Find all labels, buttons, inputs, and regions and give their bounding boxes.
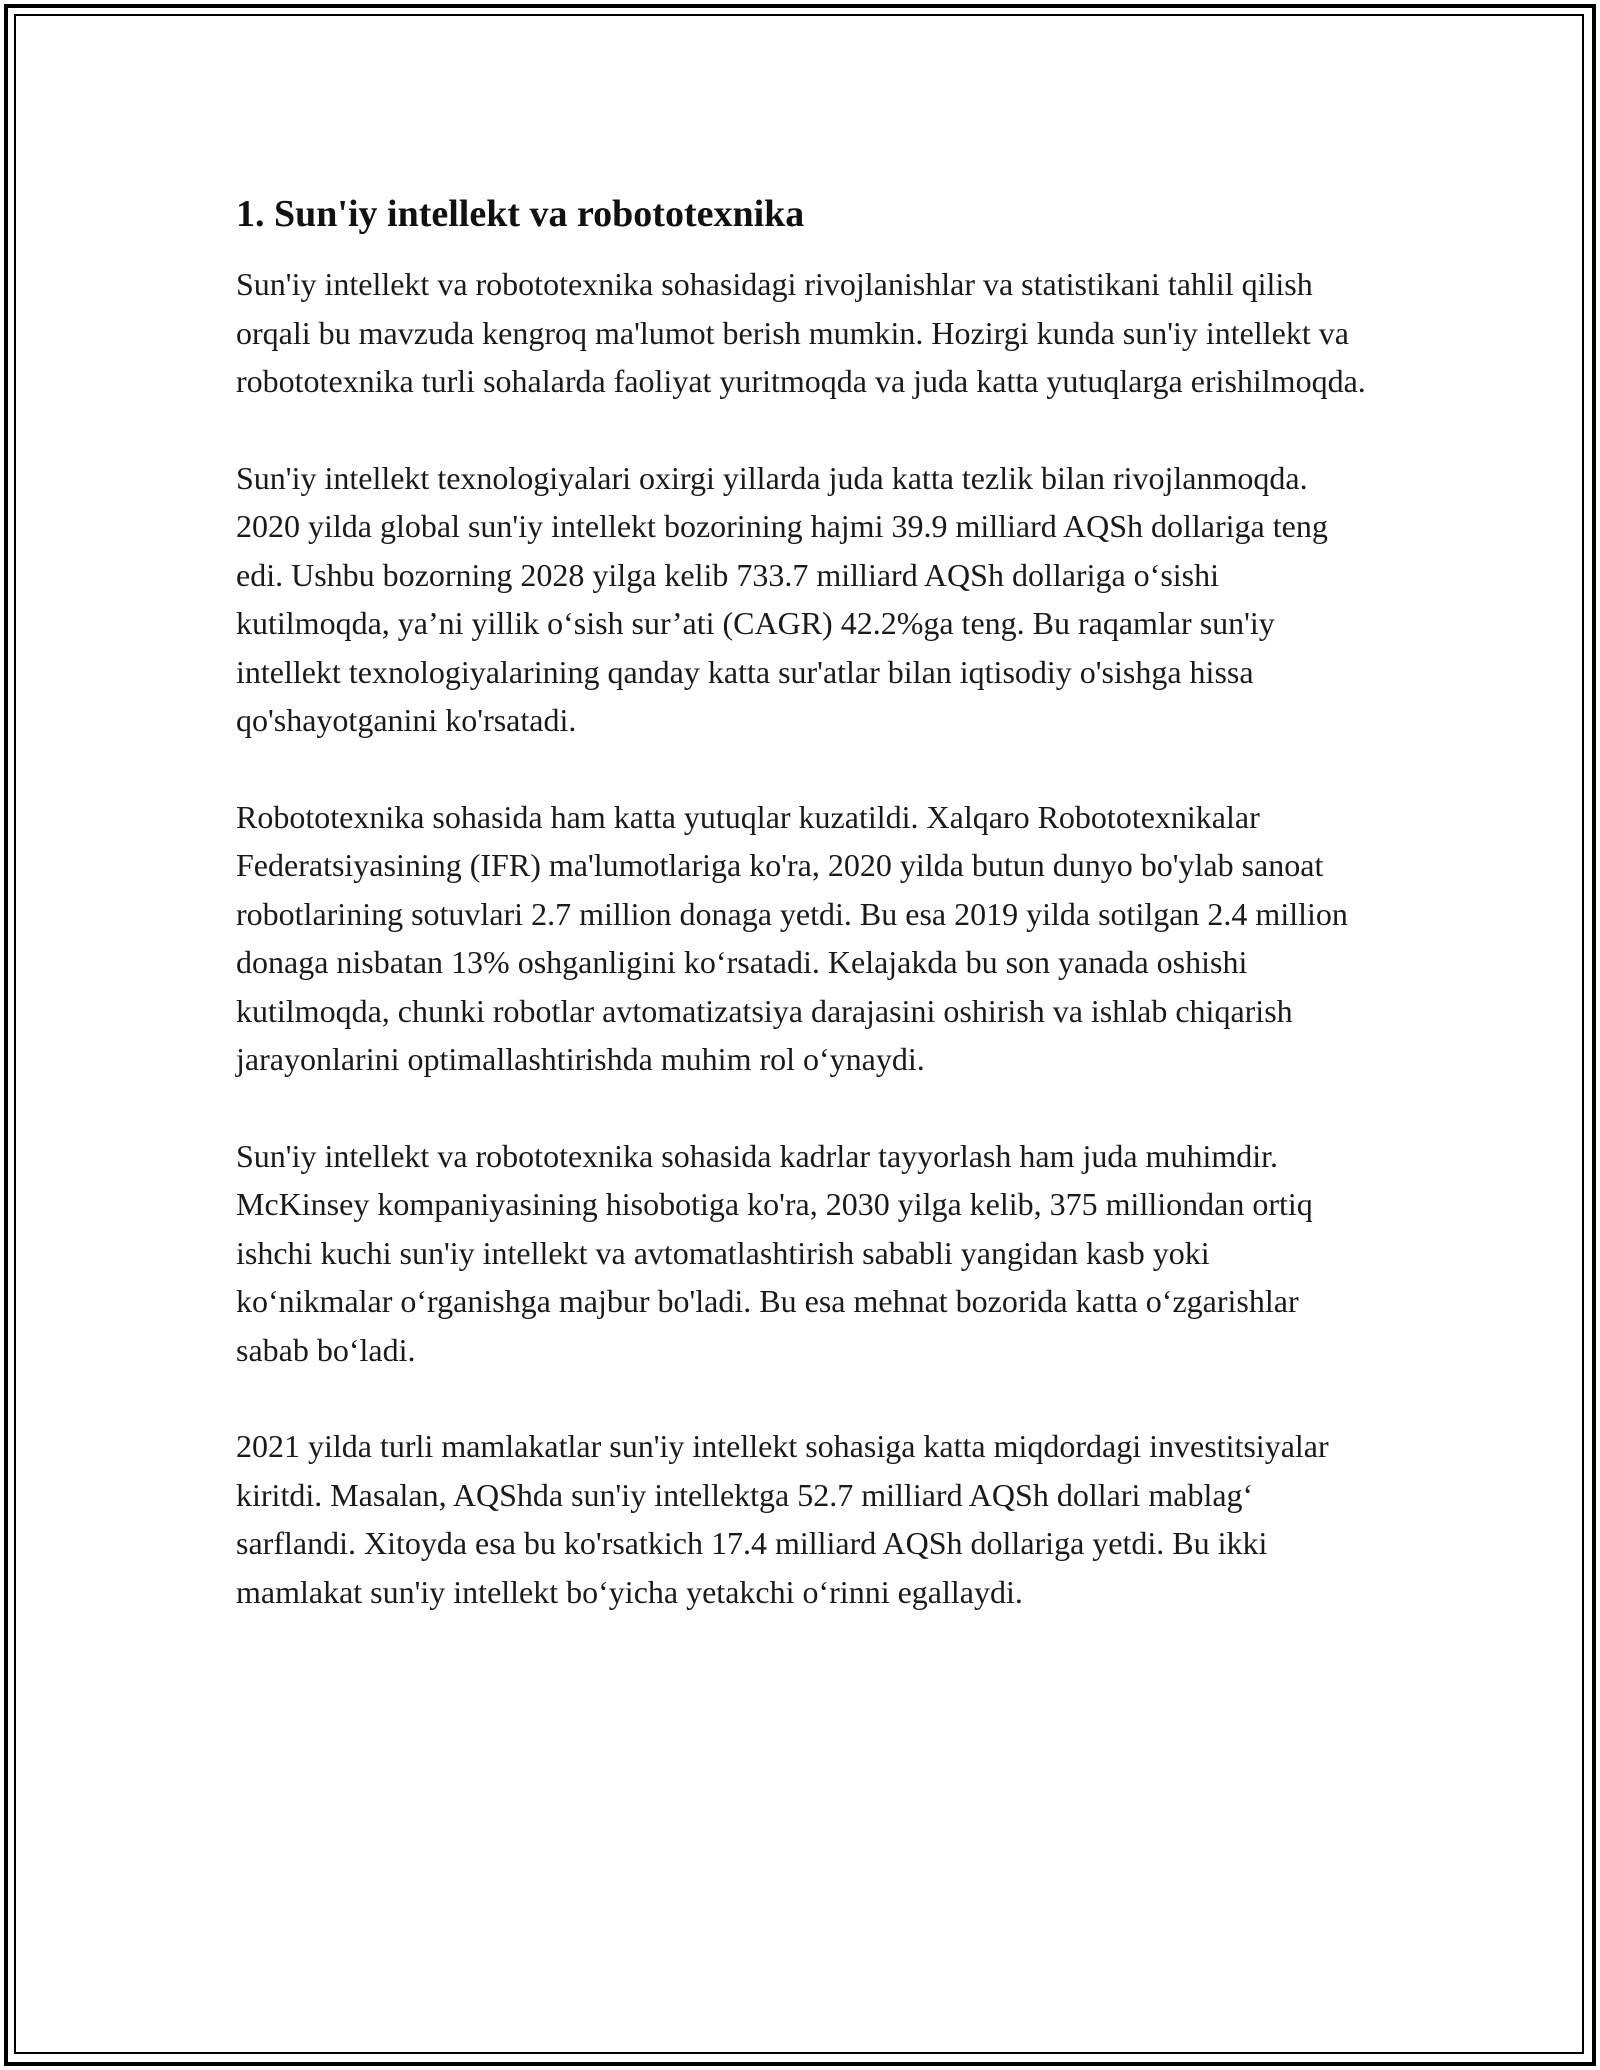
paragraph-robotics-sales: Robototexnika sohasida ham katta yutuqlar kuzatildi. Xalqaro Robototexnikalar Federatsiyasining (IFR) ma'lumotlariga ko'ra, 2020 yilda butun dunyo bo'ylab sanoat robotlarining sotuvlari 2.7 million donaga yetdi. Bu esa 2019 yilda sotilgan 2.4 million donaga nisbatan 13% oshganligini ko‘rsatadi. Kelajakda bu son yanada oshishi kutilmoqda, chunki robotlar avtomatizatsiya darajasini oshirish va ishlab chiqarish jarayonlarini optimallashtirishda muhim rol o‘ynaydi. [236, 798, 1348, 1077]
document-body [236, 188, 1366, 1664]
paragraph-intro: Sun'iy intellekt va robototexnika sohasidagi rivojlanishlar va statistikani tahlil qilish orqali bu mavzuda kengroq ma'lumot berish mumkin. Hozirgi kunda sun'iy intellekt va robototexnika turli sohalarda faoliyat yuritmoqda va juda katta yutuqlarga erishilmoqda. [236, 266, 1366, 399]
paragraph-ai-market: Sun'iy intellekt texnologiyalari oxirgi yillarda juda katta tezlik bilan rivojlanmoqda. 2020 yilda global sun'iy intellekt bozorining hajmi 39.9 milliard AQSh dollariga teng edi. Ushbu bozorning 2028 yilga kelib 733.7 milliard AQSh dollariga o‘sishi kutilmoqda, ya’ni yillik o‘sish sur’ati (CAGR) 42.2%ga teng. Bu raqamlar sun'iy intellekt texnologiyalarining qanday katta sur'atlar bilan iqtisodiy o'sishga hissa qo'shayotganini ko'rsatadi. [236, 459, 1328, 738]
paragraph-workforce: Sun'iy intellekt va robototexnika sohasida kadrlar tayyorlash ham juda muhimdir. McKinsey kompaniyasining hisobotiga ko'ra, 2030 yilga kelib, 375 milliondan ortiq ishchi kuchi sun'iy intellekt va avtomatlashtirish sababli yangidan kasb yoki ko‘nikmalar o‘rganishga majbur bo'ladi. Bu esa mehnat bozorida katta o‘zgarishlar sabab bo‘ladi. [236, 1137, 1313, 1368]
section-heading: 1. Sun'iy intellekt va robototexnika [236, 193, 805, 235]
paragraph-investments: 2021 yilda turli mamlakatlar sun'iy intellekt sohasiga katta miqdordagi investitsiyalar kiritdi. Masalan, AQShda sun'iy intellektga 52.7 milliard AQSh dollari mablag‘ sarflandi. Xitoyda esa bu ko'rsatkich 17.4 milliard AQSh dollariga yetdi. Bu ikki mamlakat sun'iy intellekt bo‘yicha yetakchi o‘rinni egallaydi. [236, 1428, 1329, 1610]
